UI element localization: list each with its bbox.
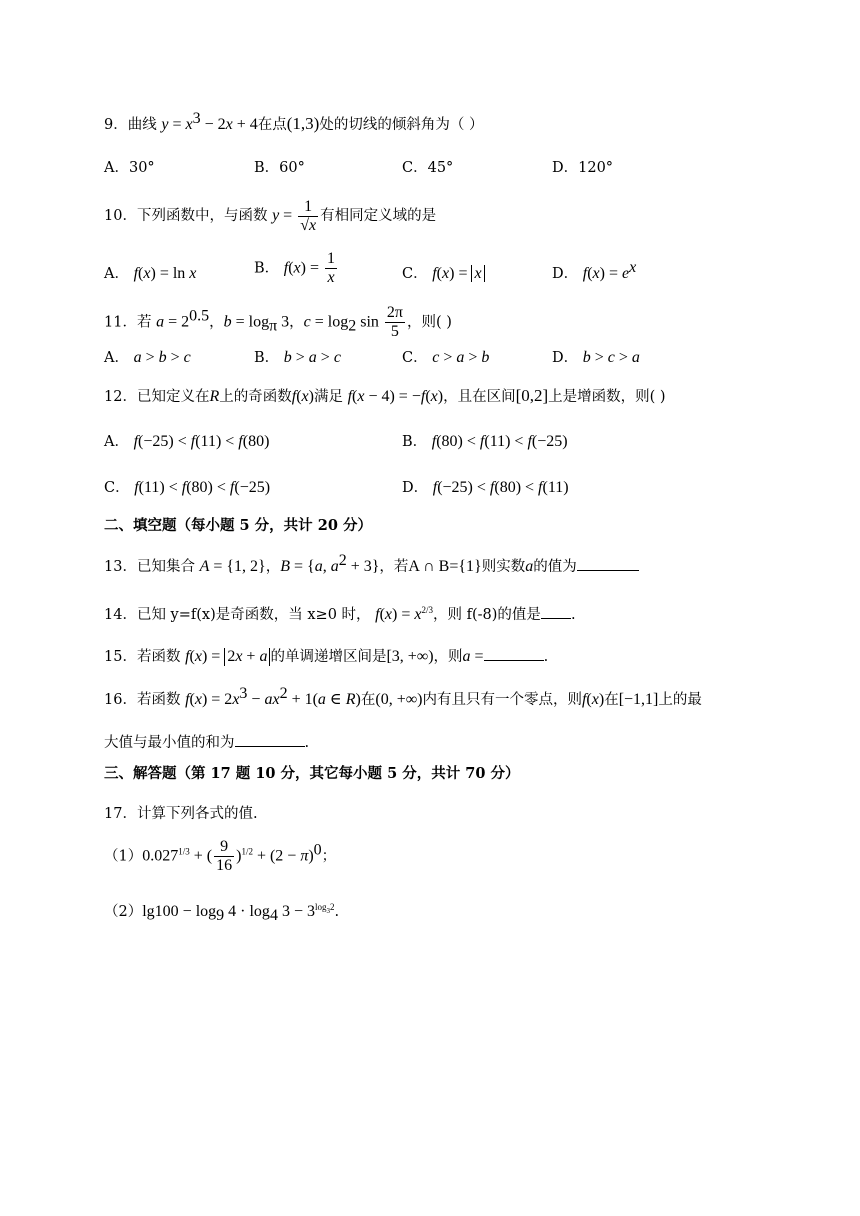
question-13: 13．已知集合 A = {1, 2}，B = {a, $a^2 + 3$}，若A ∩ B={1}则实数a的值为 (104, 556, 639, 577)
answer-blank[interactable] (235, 732, 305, 747)
question-12: 12．已知定义在R上的奇函数f(x)满足 f(x − 4) = −f(x)，且在区间[0,2]上是增函数，则( ) (104, 386, 666, 405)
question-11-options (104, 346, 784, 368)
option-c[interactable]: C．45° (402, 160, 454, 176)
math-curve: y (161, 116, 169, 133)
question-11: 11．若 $a = 2^{0.5}$，$b = \log_\pi 3$，$c = \log_2 \sin$ $\frac{2\pi}{5}$ ，则( ) (104, 304, 452, 340)
option-a[interactable]: A． f(−25) < f(11) < f(80) (104, 433, 270, 450)
option-d[interactable]: D．120° (552, 160, 614, 176)
question-17-part-1: $(1)0.027^{1/3}$ + ( $\frac{9}{16}$ )$^{1/2} + (2 - \pi)^0$； (104, 838, 337, 874)
option-c[interactable]: C． f(11) < f(80) < f(−25) (104, 479, 271, 496)
question-12-options-row2 (104, 476, 784, 498)
option-d[interactable]: D． b > c > a (552, 349, 640, 366)
question-12-options-row1 (104, 430, 784, 452)
math-point: (1,3) (286, 114, 320, 133)
option-c[interactable]: C． f(x) = x (402, 262, 485, 283)
section-heading-fill-in: 二、填空题（每小题 5 分，共计 20 分） (104, 517, 372, 534)
option-a[interactable]: A． a > b > c (104, 349, 191, 366)
question-9: 9．曲线 $y = x^3 - 2x + 4$在点(1,3)处的切线的倾斜角为（ ） (104, 110, 484, 133)
option-a[interactable]: A． f(x) = ln x (104, 265, 197, 282)
option-b[interactable]: B．60° (254, 160, 305, 176)
answer-blank[interactable] (484, 646, 544, 661)
option-c[interactable]: C． c > a > b (402, 349, 490, 366)
option-d[interactable]: D． $f(x) = e^x$ (552, 259, 637, 282)
answer-blank[interactable] (541, 604, 571, 619)
question-17-part-2: $(2)\lg 100 - \log_9 4 \cdot \log_4 3 - 3^{log_32}$. (104, 902, 340, 924)
option-d[interactable]: D． f(−25) < f(80) < f(11) (402, 479, 569, 496)
option-a[interactable]: A．30° (104, 160, 155, 176)
section-heading-answers: 三、解答题（第 17 题 10 分，其它每小题 5 分，共计 70 分） (104, 765, 520, 782)
question-15: 15．若函数 f(x) = 2x + a 的单调递增区间是[3, +∞)，则a = . (104, 648, 549, 665)
question-16-line-2: 大值与最小值的和为 . (104, 732, 309, 753)
question-16: 16．若函数 $f(x) = 2x^3 - ax^2 + 1(a$ ∈ R)在(0, +∞)内有且只有一个零点，则f(x)在[−1,1]上的最 (104, 685, 702, 708)
option-b[interactable]: B． f(80) < f(11) < f(−25) (402, 433, 568, 450)
question-number: 9． (104, 117, 128, 133)
math-fraction: $\frac{1}{√x}$ (300, 197, 317, 234)
question-14: 14．已知 y=f(x)是奇函数，当 x≥0 时， $f(x) = x^{2/3}$，则 f(-8)的值是 . (104, 605, 576, 623)
question-9-options (104, 156, 784, 178)
question-17: 17．计算下列各式的值. (104, 806, 258, 822)
option-b[interactable]: B． b > a > c (254, 349, 341, 366)
answer-blank[interactable] (577, 556, 639, 571)
question-10: 10．下列函数中，与函数 y = $\frac{1}{√x}$ 有相同定义域的是 (104, 197, 437, 234)
question-10-options (104, 250, 784, 292)
option-b[interactable]: B． f(x) = $\frac{1}{x}$ (254, 250, 336, 286)
